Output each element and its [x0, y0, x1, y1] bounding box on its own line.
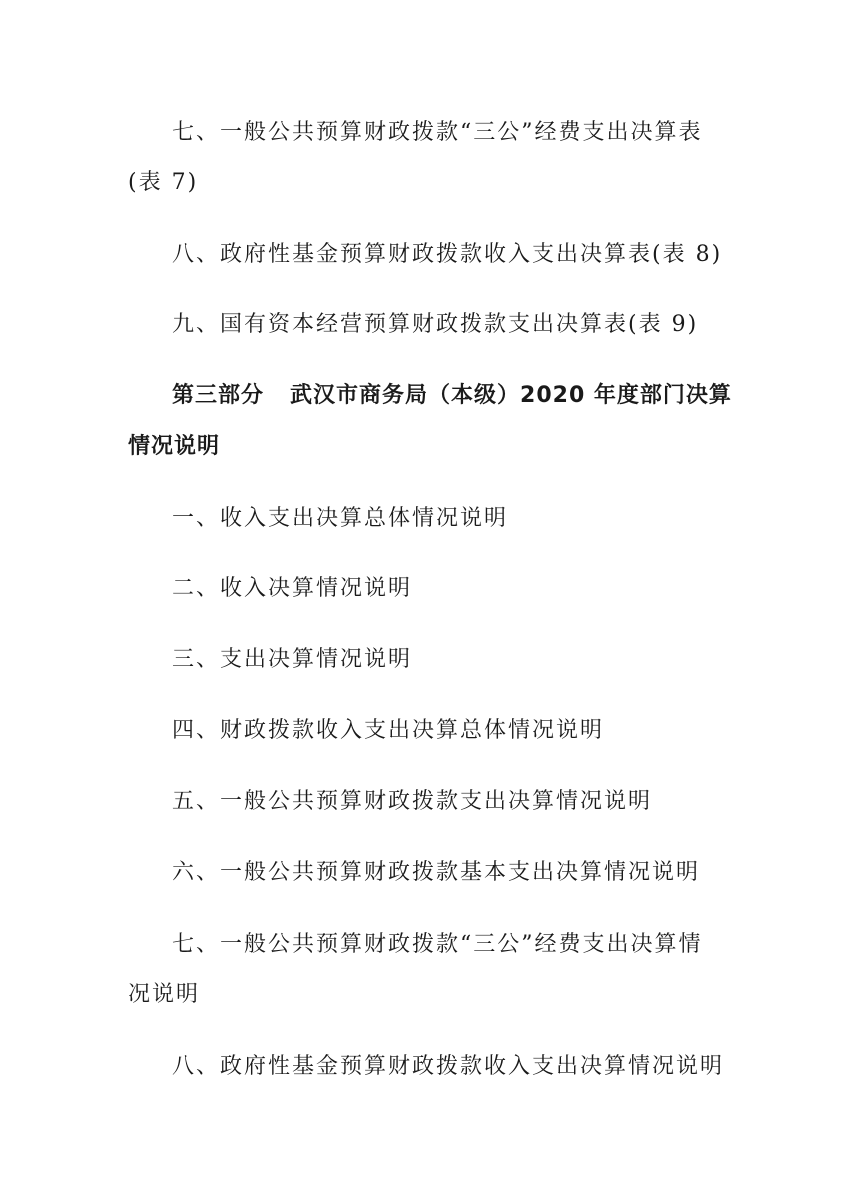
- toc-item-7-table-cont: (表 7): [128, 170, 199, 195]
- toc-item-7-table: 七、一般公共预算财政拨款“三公”经费支出决算表: [172, 120, 703, 145]
- toc-item-8-note: 八、政府性基金预算财政拨款收入支出决算情况说明: [172, 1054, 725, 1079]
- toc-item-4-note: 四、财政拨款收入支出决算总体情况说明: [172, 718, 605, 743]
- toc-item-7-note-cont: 况说明: [128, 982, 201, 1007]
- toc-item-6-note: 六、一般公共预算财政拨款基本支出决算情况说明: [172, 860, 701, 885]
- section-part-label: 第三部分: [172, 383, 265, 408]
- section-heading-part3-cont: 情况说明: [128, 434, 221, 459]
- section-heading-part3: [172, 381, 732, 411]
- toc-item-7-note: 七、一般公共预算财政拨款“三公”经费支出决算情: [172, 932, 703, 957]
- toc-item-3-note: 三、支出决算情况说明: [172, 647, 413, 672]
- toc-item-2-note: 二、收入决算情况说明: [172, 576, 413, 601]
- section-title: 武汉市商务局（本级）2020 年度部门决算: [290, 383, 732, 408]
- toc-item-5-note: 五、一般公共预算财政拨款支出决算情况说明: [172, 789, 653, 814]
- toc-item-8-table: 八、政府性基金预算财政拨款收入支出决算表(表 8): [172, 242, 723, 267]
- toc-item-1-note: 一、收入支出决算总体情况说明: [172, 506, 509, 531]
- toc-item-9-table: 九、国有资本经营预算财政拨款支出决算表(表 9): [172, 312, 699, 337]
